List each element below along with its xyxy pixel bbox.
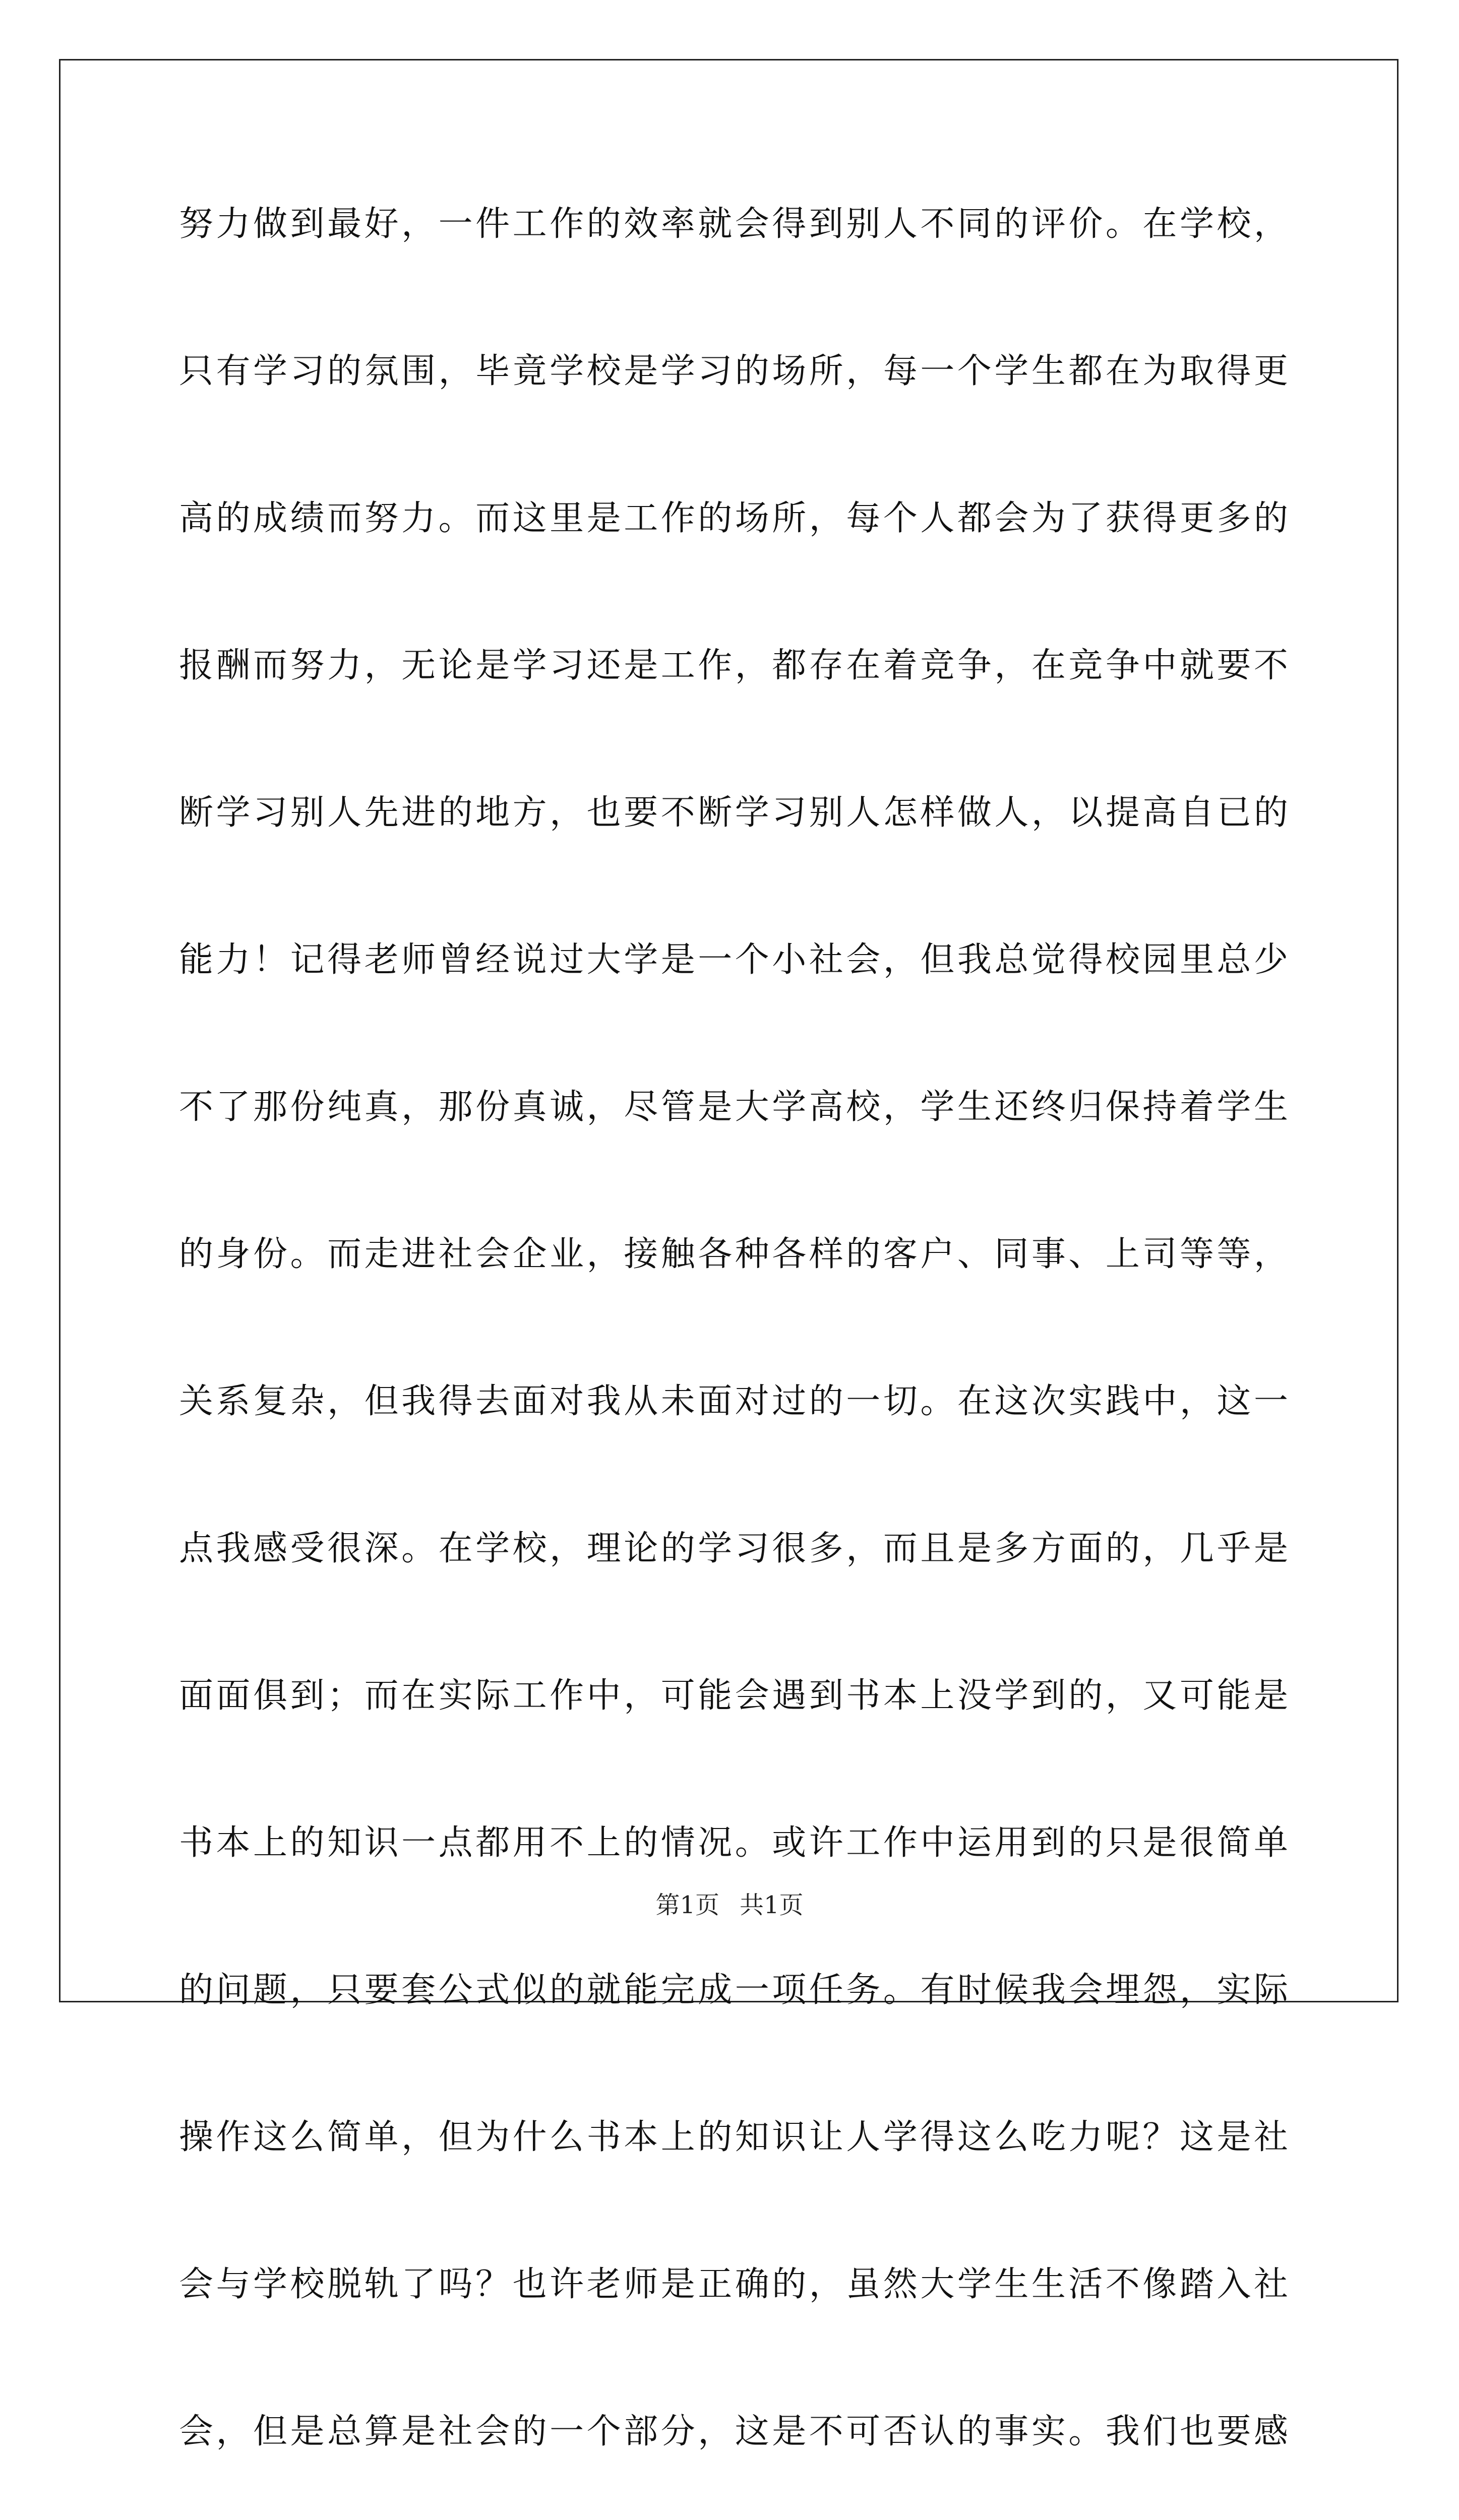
text-line: 报酬而努力，无论是学习还是工作，都存在着竞争，在竞争中就要不 — [179, 646, 1288, 685]
page-total: 共1页 — [740, 1891, 804, 1919]
text-line: 的身份。而走进社会企业，接触各种各样的客户、同事、上司等等， — [179, 1234, 1288, 1274]
text-line: 关系复杂，但我得去面对我从未面对过的一切。在这次实践中，这一 — [179, 1381, 1288, 1421]
text-line: 努力做到最好，一件工作的效率就会得到别人不同的评价。在学校， — [179, 204, 1288, 244]
text-line: 只有学习的氛围，毕竟学校是学习的场所，每一个学生都在为取得更 — [179, 351, 1288, 391]
text-line: 不了那份纯真，那份真诚，尽管是大学高校，学生还终归保持着学生 — [179, 1087, 1288, 1127]
text-line: 高的成绩而努力。而这里是工作的场所，每个人都会为了获得更多的 — [179, 498, 1288, 538]
text-line: 面面俱到；而在实际工作中，可能会遇到书本上没学到的，又可能是 — [179, 1676, 1288, 1716]
text-line: 断学习别人先进的地方，也要不断学习别人怎样做人，以提高自已的 — [179, 793, 1288, 833]
page-number: 第1页 — [655, 1891, 719, 1919]
text-line: 书本上的知识一点都用不上的情况。或许工作中运用到的只是很简单 — [179, 1823, 1288, 1863]
text-line: 会，但是总算是社会的一个部分，这是不可否认的事实。我们也要感 — [179, 2412, 1288, 2451]
document-body — [179, 199, 1288, 2520]
text-line: 点我感受很深。在学校，理论的学习很多，而且是多方面的，几乎是 — [179, 1529, 1288, 1568]
text-line: 的问题，只要套公式似的就能完成一项任务。有时候我会埋怨，实际 — [179, 1970, 1288, 2010]
text-line: 会与学校脱轨了吗？也许老师是正确的，虽然大学生生活不像踏入社 — [179, 2264, 1288, 2304]
text-line: 操作这么简单，但为什么书本上的知识让人学得这么吃力呢？这是社 — [179, 2117, 1288, 2157]
page-footer — [0, 1890, 1459, 1920]
text-line: 能力！记得老师曾经说过大学是一个小社会，但我总觉得校园里总少 — [179, 940, 1288, 980]
